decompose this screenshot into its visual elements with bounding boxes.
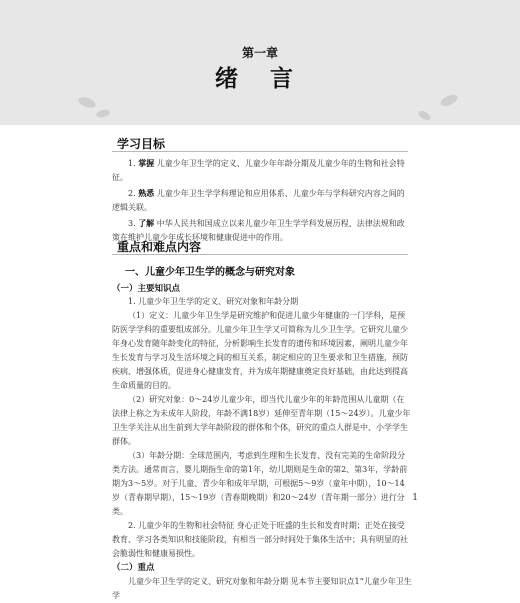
goal-text: 儿童少年卫生学学科理论和应用体系、儿童少年与学科研究内容之间的逻辑关联。 (112, 189, 405, 212)
section-divider (112, 151, 408, 152)
goal-tag: 掌握 (138, 159, 155, 168)
goal-tag: 熟悉 (138, 189, 155, 198)
leaf-decoration-icon (77, 95, 97, 110)
paragraph: 1. 儿童少年卫生学的定义、研究对象和年龄分期 (128, 297, 299, 306)
leaf-decoration-icon (95, 108, 110, 118)
chapter-header-band (0, 0, 520, 125)
paragraph: （1）定义：儿童少年卫生学是研究维护和促进儿童少年健康的一门学科，是预防医学学科的重要组成部分。儿童少年卫生学又可简称为儿少卫生学。它研究儿童少年身心发育随年龄变化的特征，分析影响生长发育的遗传和环境因素，阐明儿童少年生长发育与学习及生活环境之间的相互关系，制定相应的卫生要求和卫生措施，预防疾病、增强体质，促进身心健康发育，并为成年期健康奠定良好基础，由此达到提高生命质量的目的。 (112, 311, 408, 390)
key-points-heading: 重点和难点内容 (117, 240, 202, 254)
goal-text: 中华人民共和国成立以来儿童少年卫生学学科发展历程、法律法规和政策在维护儿童少年成长环境和健康促进中的作用。 (112, 219, 405, 242)
section-divider (112, 254, 408, 255)
section-heading: 一、儿童少年卫生学的概念与研究对象 (125, 267, 295, 278)
chapter-number: 第一章 (241, 46, 278, 60)
learning-goals-list (112, 157, 412, 245)
goal-text: 儿童少年卫生学的定义、儿童少年年龄分期及儿童少年的生物和社会特征。 (112, 159, 405, 182)
goal-item (112, 187, 412, 215)
leaf-decoration-icon (417, 109, 432, 122)
subsection-heading: （一）主要知识点 (112, 284, 181, 294)
page-number: 1 (412, 493, 418, 503)
goal-number: 1. (128, 159, 136, 168)
goal-item (112, 157, 412, 185)
goal-number: 2. (128, 189, 136, 198)
goal-number: 3. (128, 219, 136, 228)
paragraph: 儿童少年卫生学的定义、研究对象和年龄分期 见本节主要知识点1“儿童少年卫生学 (112, 577, 412, 600)
leaf-decoration-icon (439, 93, 459, 109)
paragraph: 2. 儿童少年的生物和社会特征 身心正处于旺盛的生长和发育时期；正处在接受教育、学习各类知识和技能阶段，有相当一部分时间处于集体生活中；具有明显的社会脆弱性和健康易损性。 (112, 521, 408, 558)
subsection-heading: （二）重点 (112, 563, 155, 573)
main-text (112, 295, 412, 603)
goal-tag: 了解 (138, 219, 155, 228)
paragraph: （3）年龄分期：全球范围内，考虑到生理和生长发育、没有完美的生命阶段分类方法。通常而言，婴儿期指生命的第1年，幼儿期则是生命的第2、第3年，学龄前期为3～5岁。对于儿童、青少年和成年早期，可根据5～9岁（童年中期），10～14岁（青春期早期），15～19岁（青春期晚期）和20～24岁（青年期一部分）进行分类。 (112, 451, 408, 516)
paragraph: （2）研究对象：0～24岁儿童少年，即当代儿童少年的年龄范围从儿童期（在法律上称之为未成年人阶段，年龄不满18岁）延伸至青年期（15～24岁）。儿童少年卫生学关注从出生前到大学年龄阶段的群体和个体，研究的重点人群是中、小学学生群体。 (112, 395, 411, 446)
chapter-title: 绪 言 (214, 65, 305, 92)
learning-goals-heading: 学习目标 (117, 137, 166, 151)
